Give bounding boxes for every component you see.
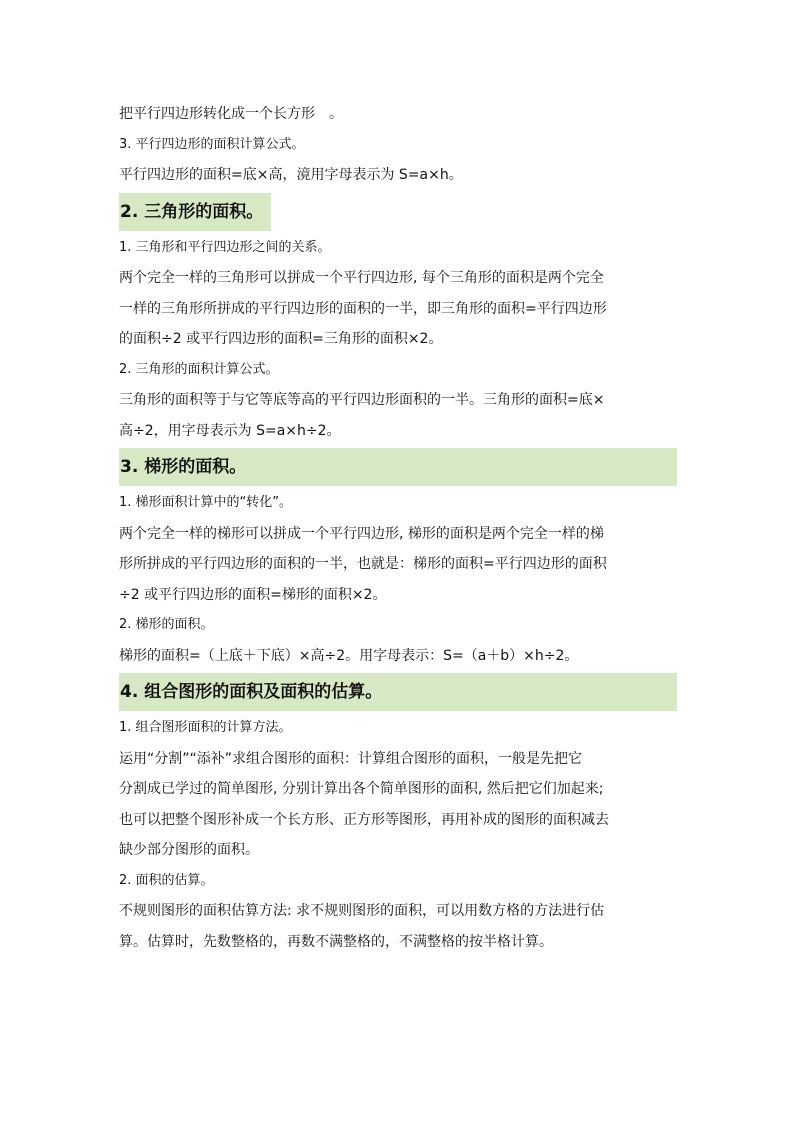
composite-paragraph-line: 也可以把整个图形补成一个长方形、正方形等图形，再用补成的图形的面积减去 [119, 811, 609, 828]
intro-line-formula: 平行四边形的面积=底×高，滰用字母表示为 S=a×h。 [119, 167, 463, 183]
section-heading-triangle-area: 2. 三角形的面积。 [119, 193, 271, 231]
triangle-subheading-relation: 1. 三角形和平行四边形之间的关系。 [119, 239, 331, 255]
trapezoid-paragraph-line: 形所拼成的平行四边形的面积的一半，也就是：梯形的面积=平行四边形的面积 [119, 556, 607, 572]
composite-subheading-estimation: 2. 面积的估算。 [119, 872, 214, 888]
composite-paragraph-line: 运用“分割”“添补”求组合图形的面积：计算组合图形的面积，一般是先把它 [119, 750, 583, 767]
triangle-paragraph-line: 两个完全一样的三角形可以拼成一个平行四边形, 每个三角形的面积是两个完全 [119, 270, 604, 286]
composite-paragraph-line: 分割成已学过的简单图形, 分别计算出各个简单图形的面积, 然后把它们加起来; [119, 781, 604, 797]
trapezoid-paragraph-line: ÷2 或平行四边形的面积=梯形的面积×2。 [119, 586, 387, 603]
document-content [119, 99, 679, 957]
composite-paragraph-line: 不规则图形的面积估算方法: 求不规则图形的面积，可以用数方格的方法进行估 [119, 903, 605, 919]
triangle-paragraph-line: 高÷2，用字母表示为 S=a×h÷2。 [119, 422, 341, 439]
composite-paragraph-line: 算。估算时，先数整格的，再数不满整格的，不满整格的按半格计算。 [119, 933, 553, 950]
composite-paragraph-line: 缺少部分图形的面积。 [119, 842, 259, 858]
intro-line-1: 把平行四边形转化成一个长方形 。 [119, 106, 343, 122]
intro-subheading-formula: 3. 平行四边形的面积计算公式。 [119, 136, 305, 152]
trapezoid-paragraph-line: 梯形的面积=（上底＋下底）×高÷2。用字母表示：S=（a＋b）×h÷2。 [119, 647, 579, 664]
trapezoid-paragraph-line: 两个完全一样的梯形可以拼成一个平行四边形, 梯形的面积是两个完全一样的梯 [119, 525, 604, 542]
triangle-paragraph-line: 一样的三角形所拼成的平行四边形的面积的一半，即三角形的面积=平行四边形 [119, 300, 607, 317]
trapezoid-subheading-conversion: 1. 梯形面积计算中的“转化”。 [119, 495, 293, 510]
triangle-paragraph-line: 三角形的面积等于与它等底等高的平行四边形面积的一半。三角形的面积=底× [119, 392, 605, 408]
triangle-subheading-formula: 2. 三角形的面积计算公式。 [119, 361, 279, 377]
section-heading-trapezoid-area: 3. 梯形的面积。 [119, 448, 677, 486]
triangle-paragraph-line: 的面积÷2 或平行四边形的面积=三角形的面积×2。 [119, 331, 443, 347]
section-heading-composite-area: 4. 组合图形的面积及面积的估算。 [119, 673, 677, 711]
trapezoid-subheading-area: 2. 梯形的面积。 [119, 617, 214, 632]
composite-subheading-method: 1. 组合图形面积的计算方法。 [119, 720, 292, 735]
